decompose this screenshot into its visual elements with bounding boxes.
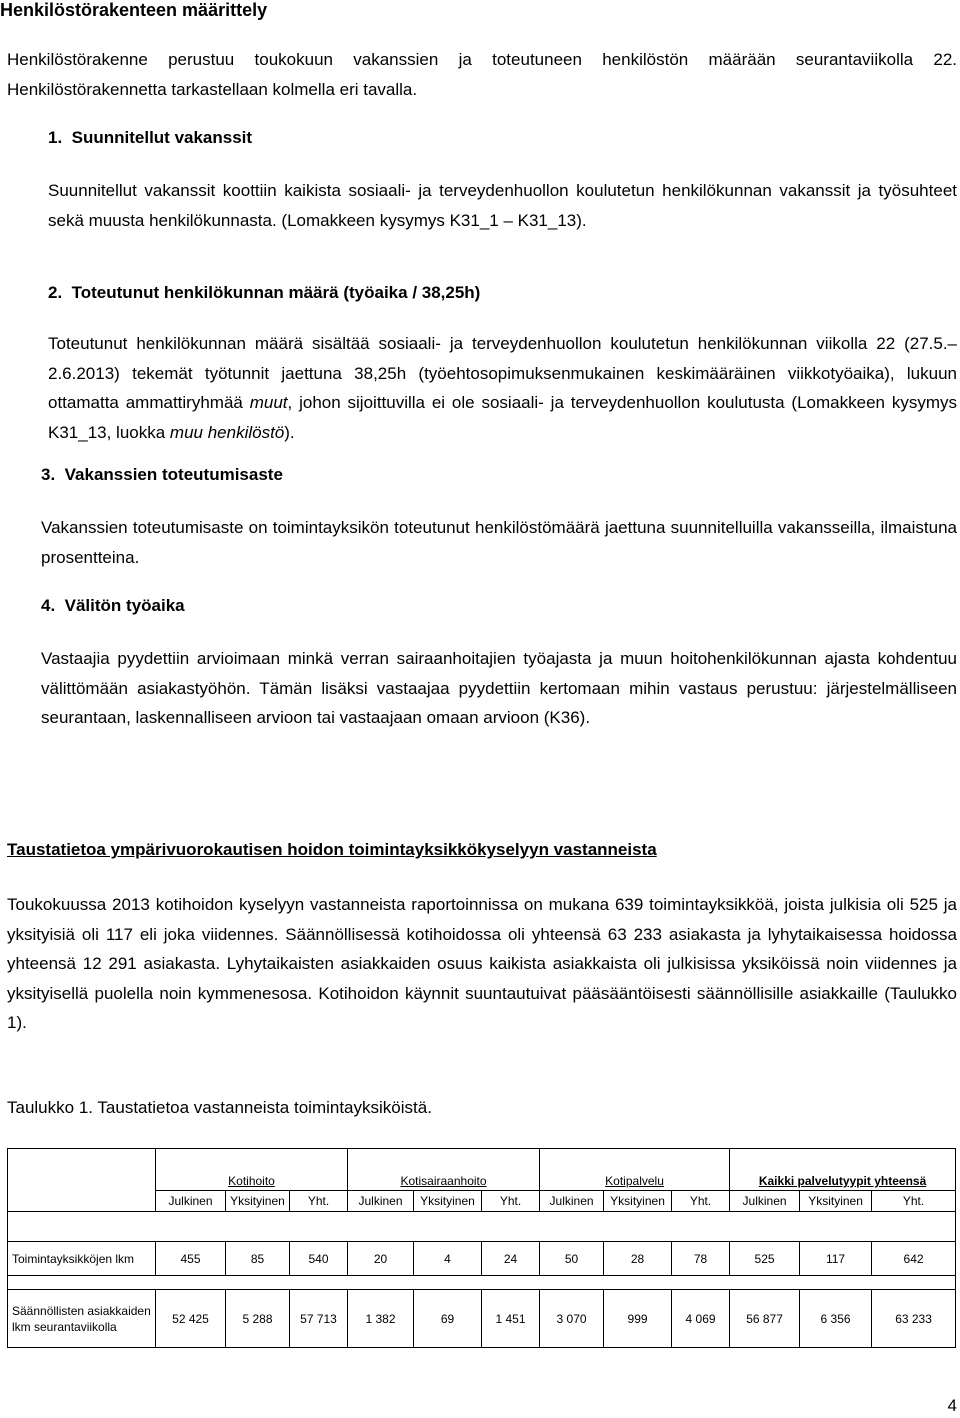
- table-cell: 24: [482, 1242, 540, 1276]
- table-spacer-row: [8, 1212, 956, 1242]
- section-2-number: 2.: [48, 283, 63, 302]
- subheader-cell: Yht.: [290, 1191, 348, 1212]
- section-2-title: Toteutunut henkilökunnan määrä (työaika / 38,25h): [71, 283, 481, 302]
- subheader-cell: Yht.: [482, 1191, 540, 1212]
- section-4-title: Välitön työaika: [64, 596, 185, 615]
- table-corner-cell: [8, 1149, 156, 1212]
- intro-paragraph: Henkilöstörakenne perustuu toukokuun vakanssien ja toteutuneen henkilöstön määrään seurantaviikolla 22. Henkilöstörakennetta tarkastellaan kolmella eri tavalla.: [7, 50, 957, 99]
- subheader-cell: Yksityinen: [226, 1191, 290, 1212]
- table-cell: 3 070: [540, 1290, 604, 1348]
- section-2-text: [48, 329, 957, 447]
- subheader-cell: Yksityinen: [414, 1191, 482, 1212]
- table-row: [8, 1242, 956, 1276]
- subheader-cell: Yksityinen: [604, 1191, 672, 1212]
- row-label: Toimintayksikköjen lkm: [8, 1242, 156, 1276]
- subheader-cell: Yksityinen: [800, 1191, 872, 1212]
- subheader-cell: Yht.: [872, 1191, 956, 1212]
- table-row: [8, 1290, 956, 1348]
- table-cell: 28: [604, 1242, 672, 1276]
- section-1-number: 1.: [48, 128, 63, 147]
- table-cell: 525: [730, 1242, 800, 1276]
- table-group-header-row: [8, 1149, 956, 1191]
- table-cell: 69: [414, 1290, 482, 1348]
- section-2-text-italic-2: muu henkilöstö: [169, 422, 285, 442]
- table-cell: 50: [540, 1242, 604, 1276]
- group-header-kotihoito: Kotihoito: [156, 1149, 348, 1191]
- group-header-kotisairaanhoito: Kotisairaanhoito: [348, 1149, 540, 1191]
- subheader-cell: Julkinen: [156, 1191, 226, 1212]
- section-2-text-part-a: Toteutunut henkilökunnan määrä sisältää sosiaali- ja terveydenhuollon koulutetun henkilökunnan viikolla 22 (27.5.–2.6.2013) tekemät työtunnit jaettuna 38,25h (työehtosopimuksenmukainen keskimääräinen viikkotyöaika), lukuun ottamatta ammattiryhmää: [48, 334, 957, 412]
- table-cell: 642: [872, 1242, 956, 1276]
- table-cell: 455: [156, 1242, 226, 1276]
- table-cell: 63 233: [872, 1290, 956, 1348]
- table-cell: 20: [348, 1242, 414, 1276]
- subheader-cell: Yht.: [672, 1191, 730, 1212]
- table-cell: 57 713: [290, 1290, 348, 1348]
- section-2-text-part-b: , johon sijoittuvilla ei ole sosiaali- ja terveydenhuollon koulutusta (Lomakkeen kysymys K31_13, luokka: [48, 393, 957, 442]
- data-table: [7, 1148, 956, 1348]
- background-text: Toukokuussa 2013 kotihoidon kyselyyn vastanneista raportoinnissa on mukana 639 toimintayksikköä, joista julkisia oli 525 ja yksityisiä oli 117 eli joka viidennes. Säännöllisessä kotihoidossa oli yhteensä 63 233 asiakasta ja lyhytaikaisessa hoidossa yhteensä 12 291 asiakasta. Lyhytaikaisten asiakkaiden osuus kaikista asiakkaista oli julkisissa yksiköissä noin viidennes ja yksityisellä puolella noin kymmenesosa. Kotihoidon käynnit suuntautuivat pääsääntöisesti säännöllisille asiakkaille (Taulukko 1).: [7, 895, 957, 1032]
- table-spacer-row: [8, 1276, 956, 1290]
- group-header-kotipalvelu: Kotipalvelu: [540, 1149, 730, 1191]
- table-cell: 52 425: [156, 1290, 226, 1348]
- table-cell: 117: [800, 1242, 872, 1276]
- table-cell: 1 382: [348, 1290, 414, 1348]
- table-cell: 1 451: [482, 1290, 540, 1348]
- table-cell: 78: [672, 1242, 730, 1276]
- section-4-heading: [41, 596, 185, 616]
- table-cell: 4 069: [672, 1290, 730, 1348]
- section-3-title: Vakanssien toteutumisaste: [64, 465, 283, 484]
- background-heading: Taustatietoa ympärivuorokautisen hoidon toimintayksikkökyselyyn vastanneista: [7, 840, 657, 859]
- table-cell: 85: [226, 1242, 290, 1276]
- subheader-cell: Julkinen: [730, 1191, 800, 1212]
- section-1-title: Suunnitellut vakanssit: [71, 128, 253, 147]
- section-4-number: 4.: [41, 596, 56, 615]
- section-4-text: Vastaajia pyydettiin arvioimaan minkä verran sairaanhoitajien työajasta ja muun hoitohenkilökunnan ajasta kohdentuu välittömään asiakastyöhön. Tämän lisäksi vastaajaa pyydettiin kertomaan mihin vastaus perustuu: järjestelmälliseen seurantaan, laskennalliseen arvioon tai vastaajaan omaan arvioon (K36).: [41, 649, 957, 727]
- table-cell: 6 356: [800, 1290, 872, 1348]
- section-1-text: Suunnitellut vakanssit koottiin kaikista sosiaali- ja terveydenhuollon koulutetun henkilökunnan vakanssit ja työsuhteet sekä muusta henkilökunnasta. (Lomakkeen kysymys K31_1 – K31_13).: [48, 181, 957, 230]
- table-cell: 4: [414, 1242, 482, 1276]
- table-cell: 999: [604, 1290, 672, 1348]
- table-cell: 540: [290, 1242, 348, 1276]
- section-1-heading: [48, 128, 252, 148]
- section-3-text: Vakanssien toteutumisaste on toimintayksikön toteutunut henkilöstömäärä jaettuna suunnitelluilla vakansseilla, ilmaistuna prosentteina.: [41, 518, 957, 567]
- subheader-cell: Julkinen: [348, 1191, 414, 1212]
- group-header-kaikki: Kaikki palvelutyypit yhteensä: [730, 1149, 956, 1191]
- page-title: Henkilöstörakenteen määrittely: [0, 0, 268, 20]
- section-2-text-part-c: ).: [284, 422, 295, 442]
- section-3-number: 3.: [41, 465, 56, 484]
- page-number: 4: [947, 1396, 957, 1415]
- table-caption: Taulukko 1. Taustatietoa vastanneista toimintayksiköistä.: [7, 1098, 432, 1117]
- table-cell: 56 877: [730, 1290, 800, 1348]
- section-2-heading: [48, 283, 480, 303]
- table-cell: 5 288: [226, 1290, 290, 1348]
- subheader-cell: Julkinen: [540, 1191, 604, 1212]
- row-label: Säännöllisten asiakkaiden lkm seurantaviikolla: [8, 1290, 156, 1348]
- section-3-heading: [41, 465, 283, 485]
- section-2-text-italic-1: muut: [249, 393, 288, 412]
